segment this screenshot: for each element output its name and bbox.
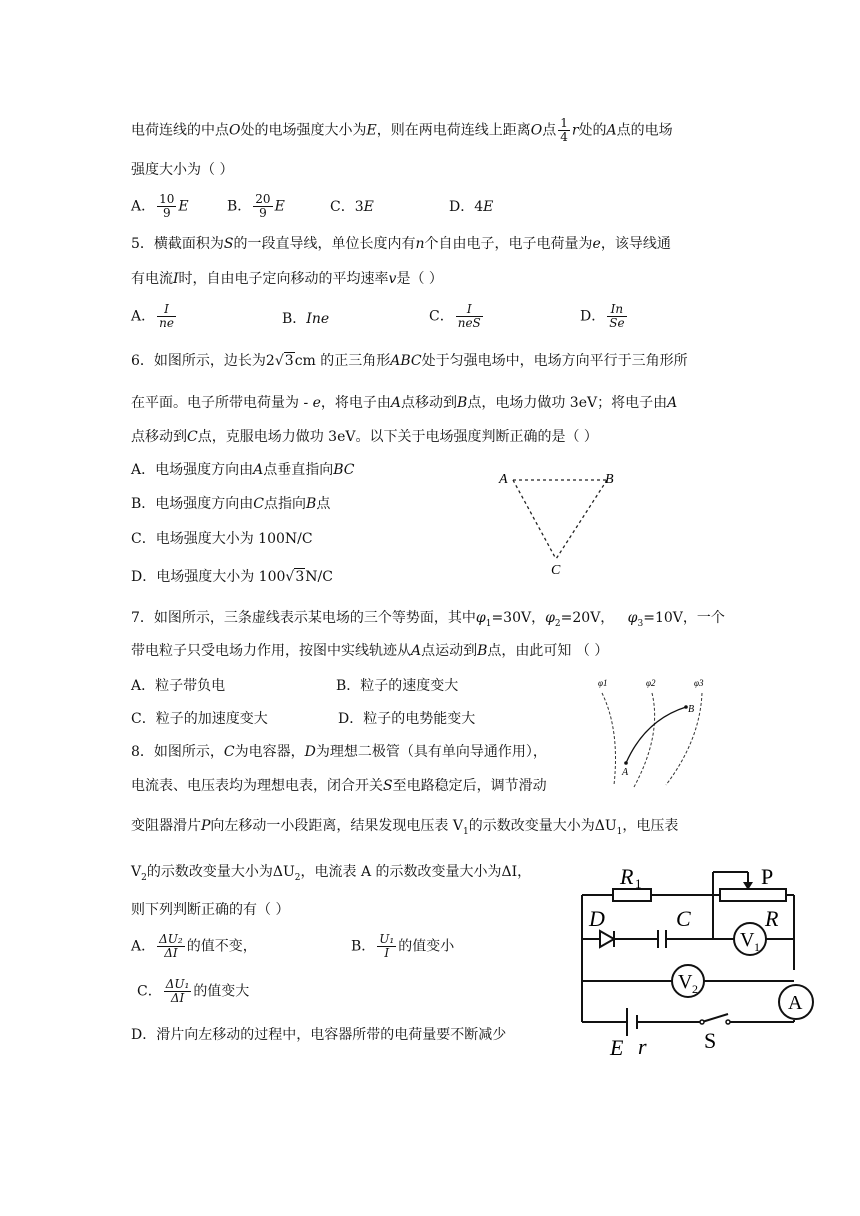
q6-option-c[interactable]: C．电场强度大小为 100N/C: [131, 531, 313, 547]
q6-option-d[interactable]: D．电场强度大小为 100√3N/C: [131, 569, 333, 585]
equipotential-line-3: [666, 693, 702, 785]
fraction-quarter: $\frac{1}{4}$: [560, 116, 568, 144]
q7-option-a[interactable]: A．粒子带负电: [131, 678, 226, 694]
triangle-label-b: B: [605, 472, 614, 487]
q8-line-2: 电流表、电压表均为理想电表，闭合开关S至电路稳定后，调节滑动: [131, 778, 547, 794]
equipotential-line-1: [602, 693, 616, 785]
q8-line-5: 则下列判断正确的有（ ）: [131, 902, 290, 918]
q5-line-1: 5．横截面积为S的一段直导线，单位长度内有n个自由电子，电子电荷量为e，该导线通: [131, 236, 671, 252]
label-v2: V: [678, 971, 693, 993]
q8-line-3: 变阻器滑片P向左移动一小段距离，结果发现电压表 $V_1$的示数改变量大小为$\Delta U_1$，电压表: [131, 818, 679, 837]
q7-option-b[interactable]: B．粒子的速度变大: [336, 678, 459, 694]
triangle-figure: [495, 465, 630, 580]
q7-option-c[interactable]: C．粒子的加速度变大: [131, 711, 268, 727]
equipotential-line-2: [634, 693, 655, 787]
q4-option-b[interactable]: B． $\frac{20}{9}$ E: [227, 192, 285, 220]
label-s: S: [704, 1028, 717, 1053]
q6-option-b[interactable]: B．电场强度方向由C点指向B点: [131, 496, 331, 512]
triangle-label-c: C: [551, 563, 561, 578]
q4-line-2: 强度大小为（ ）: [131, 162, 234, 178]
q7-option-d[interactable]: D．粒子的电势能变大: [338, 711, 476, 727]
q8-line-4: $V_2$的示数改变量大小为$\Delta U_2$，电流表 A 的示数改变量大小为ΔI，: [131, 864, 532, 883]
q4-option-c[interactable]: C．3E: [330, 199, 374, 215]
phi1-label: φ1: [598, 678, 608, 688]
label-v2-sub: 2: [692, 982, 698, 996]
q8-option-b[interactable]: B． $\frac{\text{U₁}}{I}$ 的值变小: [351, 932, 455, 960]
label-ammeter: A: [788, 992, 803, 1014]
q7-line-2: 带电粒子只受电场力作用，按图中实线轨迹从A点运动到B点，由此可知 （ ）: [131, 643, 609, 659]
trajectory-label-a: A: [622, 767, 629, 778]
q5-option-c[interactable]: C． $\frac{I}{\text{neS}}$: [429, 302, 481, 330]
phi2-label: φ2: [646, 678, 656, 688]
label-r1: R: [620, 864, 634, 889]
label-v1: V: [740, 929, 755, 951]
q4-option-d[interactable]: D．4E: [449, 199, 494, 215]
q8-option-d[interactable]: D．滑片向左移动的过程中，电容器所带的电荷量要不断减少: [131, 1027, 507, 1043]
label-e: E: [610, 1035, 624, 1060]
q8-line-1: 8．如图所示，C为电容器，D为理想二极管（具有单向导通作用），: [131, 744, 547, 760]
equipotential-figure: [590, 675, 720, 790]
circuit-figure: [570, 860, 830, 1060]
q6-option-a[interactable]: A．电场强度方向由A点垂直指向BC: [131, 462, 355, 478]
q6-line-3: 点移动到C点，克服电场力做功 3eV。以下关于电场强度判断正确的是（ ）: [131, 429, 598, 445]
label-v1-sub: 1: [754, 940, 760, 954]
q5-option-b[interactable]: B．Ine: [282, 311, 330, 327]
label-r: R: [765, 906, 779, 931]
q8-option-c[interactable]: C． $\frac{\text{ΔU₁}}{\Delta I}$ 的值变大: [137, 977, 250, 1005]
triangle-label-a: A: [499, 472, 508, 487]
q5-line-2: 有电流I时，自由电子定向移动的平均速率v是（ ）: [131, 271, 443, 287]
label-r1-sub: 1: [635, 876, 642, 891]
phi3-label: φ3: [694, 678, 704, 688]
q8-option-a[interactable]: A． $\frac{\text{ΔU₂}}{\Delta I}$ 的值不变，: [131, 932, 257, 960]
label-r-internal: r: [638, 1034, 647, 1059]
label-d: D: [589, 906, 605, 931]
label-p: P: [761, 864, 774, 889]
q4-line-1: 电荷连线的中点O处的电场强度大小为E，则在两电荷连线上距离O点 $\frac{1}{4}$ r处的A点的电场: [131, 116, 673, 144]
q6-line-1: 6．如图所示，边长为2√3cm 的正三角形ABC处于匀强电场中，电场方向平行于三角形所: [131, 353, 688, 369]
q4-option-a[interactable]: A． $\frac{10}{9}$ E: [131, 192, 189, 220]
q5-option-d[interactable]: D． $\frac{In}{Se}$: [580, 302, 625, 330]
q5-option-a[interactable]: A． $\frac{I}{ne}$: [131, 302, 174, 330]
q7-line-1: 7．如图所示，三条虚线表示某电场的三个等势面，其中$\varphi_1=30V$，$\varphi_2=20V$， $\varphi_3=10V$，一个: [131, 610, 725, 629]
label-c: C: [676, 906, 691, 931]
trajectory-label-b: B: [688, 704, 695, 715]
q6-line-2: 在平面。电子所带电荷量为 - e，将电子由A点移动到B点，电场力做功 3eV；将电子由A: [131, 395, 678, 411]
particle-trajectory: [626, 707, 686, 763]
